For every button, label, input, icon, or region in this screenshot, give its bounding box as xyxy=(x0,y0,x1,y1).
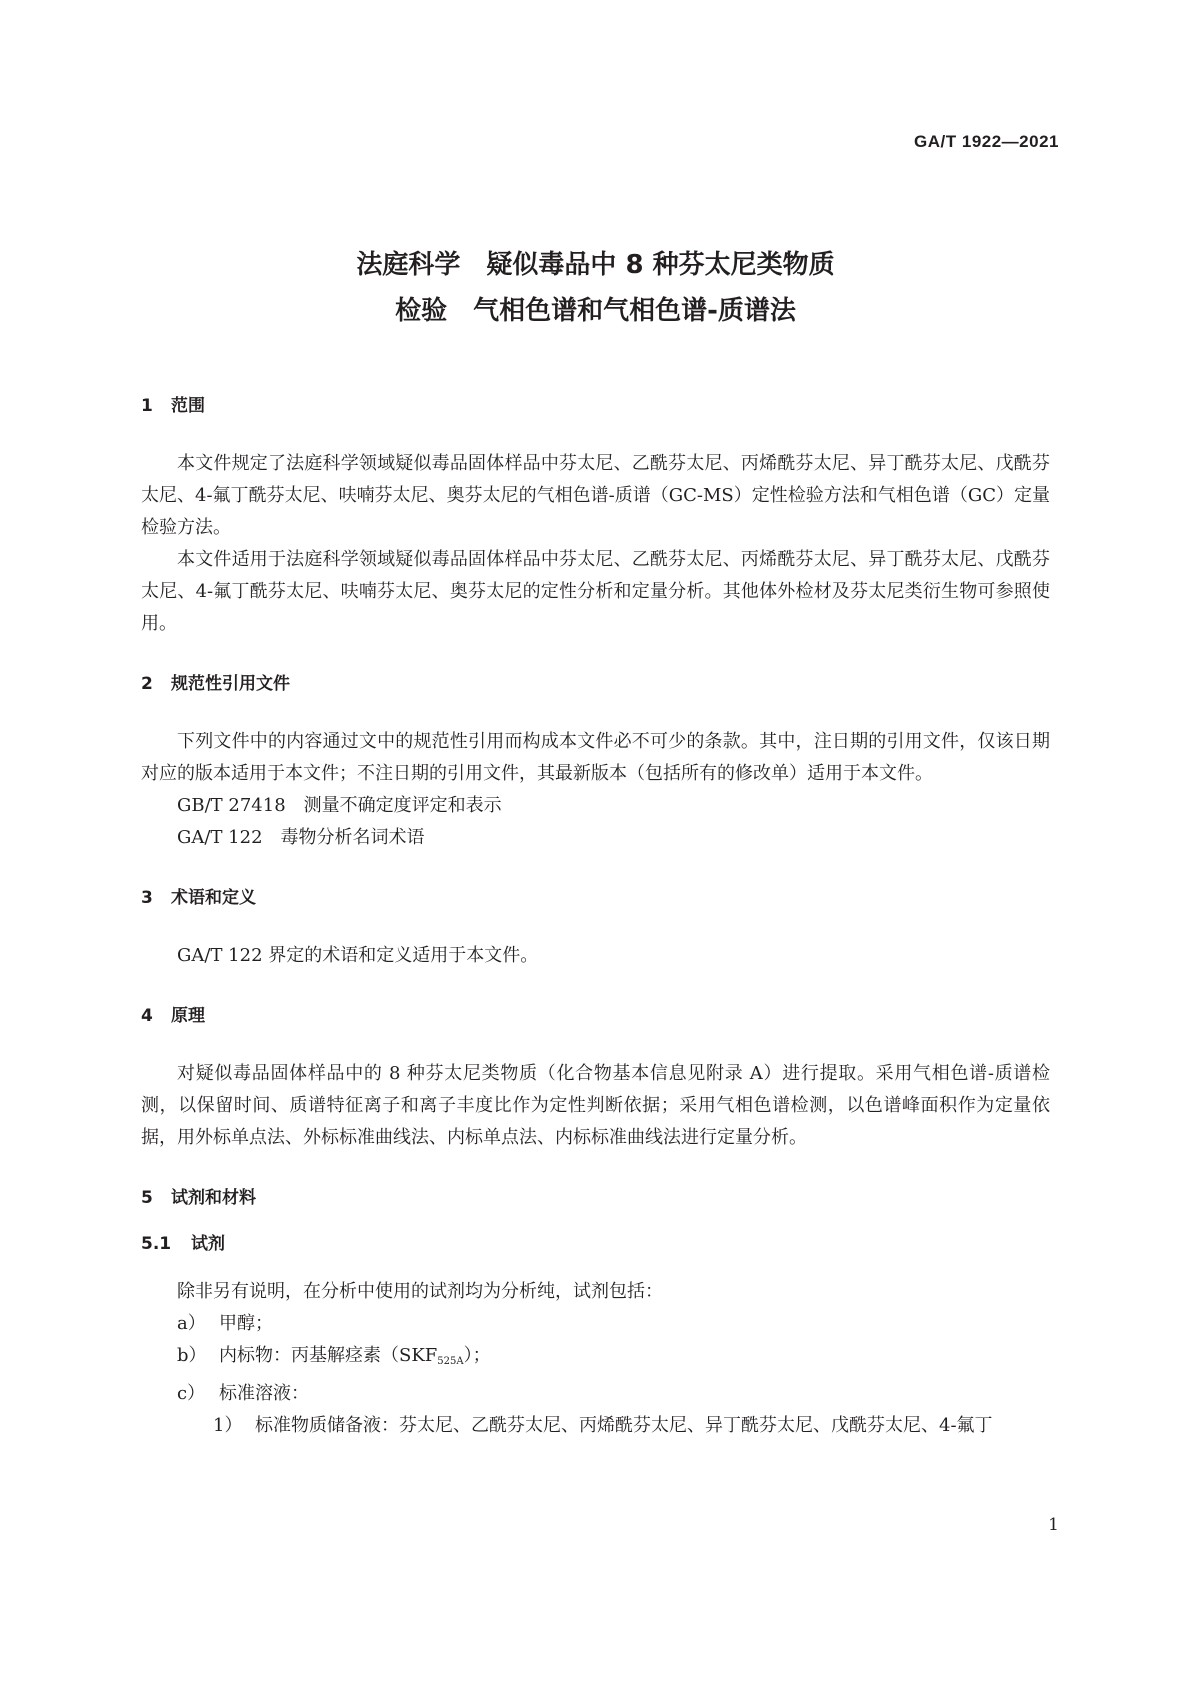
list-text: 甲醇； xyxy=(219,1313,273,1334)
standard-code: GA/T 1922—2021 xyxy=(914,132,1059,151)
paragraph: 下列文件中的内容通过文中的规范性引用而构成本文件必不可少的条款。其中，注日期的引用文件，仅该日期对应的版本适用于本文件；不注日期的引用文件，其最新版本（包括所有的修改单）适用于本文件。 xyxy=(141,731,1050,784)
list-text: 标准溶液： xyxy=(219,1383,309,1404)
subsection-number: 5.1 xyxy=(141,1234,172,1254)
section-number: 3 xyxy=(141,888,153,908)
section-2-heading xyxy=(141,670,1050,698)
section-4-heading xyxy=(141,1002,1050,1030)
subscript: 525A xyxy=(437,1356,464,1367)
reference-code: GB/T 27418 xyxy=(177,795,286,816)
reference-item xyxy=(141,790,1050,822)
title-line-2: 检验 气相色谱和气相色谱-质谱法 xyxy=(395,296,796,326)
section-title: 范围 xyxy=(171,396,205,416)
section-5-heading xyxy=(141,1184,1050,1212)
list-text: ）； xyxy=(463,1345,491,1366)
page-number: 1 xyxy=(1048,1515,1059,1535)
reference-title: 毒物分析名词术语 xyxy=(280,827,425,848)
section-1-heading xyxy=(141,392,1050,420)
reference-item xyxy=(141,822,1050,854)
reference-title: 测量不确定度评定和表示 xyxy=(303,795,502,816)
reference-code: GA/T 122 xyxy=(177,827,263,848)
section-number: 1 xyxy=(141,396,153,416)
list-item xyxy=(141,1378,1050,1410)
section-title: 原理 xyxy=(171,1006,205,1026)
document-body xyxy=(141,392,1050,1442)
list-label: 1） xyxy=(213,1415,243,1436)
document-title xyxy=(0,242,1191,334)
title-line-1: 法庭科学 疑似毒品中 8 种芬太尼类物质 xyxy=(356,250,835,280)
list-label: a） xyxy=(177,1313,206,1334)
paragraph: 本文件适用于法庭科学领域疑似毒品固体样品中芬太尼、乙酰芬太尼、丙烯酰芬太尼、异丁酰芬太尼、戊酰芬太尼、4-氟丁酰芬太尼、呋喃芬太尼、奥芬太尼的定性分析和定量分析。其他体外检材及芬太尼类衍生物可参照使用。 xyxy=(141,549,1050,634)
list-label: b） xyxy=(177,1345,207,1366)
list-text: 内标物：丙基解痉素（SKF xyxy=(219,1345,438,1366)
paragraph: GA/T 122 界定的术语和定义适用于本文件。 xyxy=(177,945,539,966)
list-item xyxy=(141,1308,1050,1340)
section-title: 试剂和材料 xyxy=(171,1188,256,1208)
sub-list-item xyxy=(141,1410,1050,1442)
section-number: 2 xyxy=(141,674,153,694)
section-3-heading xyxy=(141,884,1050,912)
paragraph: 对疑似毒品固体样品中的 8 种芬太尼类物质（化合物基本信息见附录 A）进行提取。采用气相色谱-质谱检测，以保留时间、质谱特征离子和离子丰度比作为定性判断依据；采用气相色谱检测，以色谱峰面积作为定量依据，用外标单点法、外标标准曲线法、内标单点法、内标标准曲线法进行定量分析。 xyxy=(141,1063,1050,1148)
section-number: 4 xyxy=(141,1006,153,1026)
list-label: c） xyxy=(177,1383,206,1404)
section-number: 5 xyxy=(141,1188,153,1208)
list-text: 标准物质储备液：芬太尼、乙酰芬太尼、丙烯酰芬太尼、异丁酰芬太尼、戊酰芬太尼、4-氟丁 xyxy=(255,1415,993,1436)
paragraph: 本文件规定了法庭科学领域疑似毒品固体样品中芬太尼、乙酰芬太尼、丙烯酰芬太尼、异丁酰芬太尼、戊酰芬太尼、4-氟丁酰芬太尼、呋喃芬太尼、奥芬太尼的气相色谱-质谱（GC-MS）定性检验方法和气相色谱（GC）定量检验方法。 xyxy=(141,453,1050,538)
section-title: 规范性引用文件 xyxy=(171,674,290,694)
subsection-5-1-heading xyxy=(141,1230,1050,1258)
section-title: 术语和定义 xyxy=(171,888,256,908)
subsection-title: 试剂 xyxy=(191,1234,225,1254)
paragraph: 除非另有说明，在分析中使用的试剂均为分析纯，试剂包括： xyxy=(177,1281,663,1302)
list-item xyxy=(141,1340,1050,1378)
